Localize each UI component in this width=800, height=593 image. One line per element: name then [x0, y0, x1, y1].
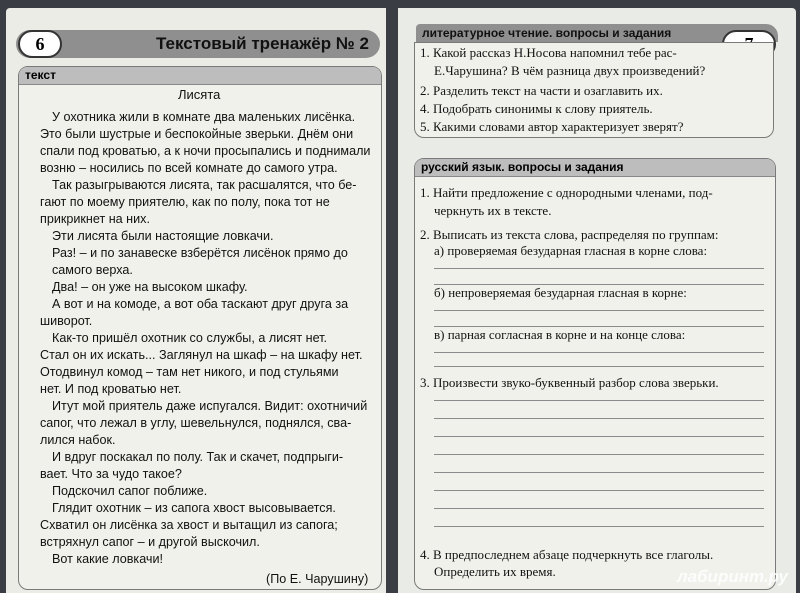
answer-line	[434, 366, 764, 367]
story-line: возню – носились по всей комнате до самого утра.	[40, 161, 338, 175]
story-line: Отодвинул комод – там нет никого, и под стульями	[40, 365, 339, 379]
task2-sub-b: б) непроверяемая безударная гласная в корне:	[434, 285, 687, 300]
lit-question: 4. Подобрать синонимы к слову приятель.	[420, 101, 653, 116]
task1-line1: 1. Найти предложение с однородными членами, под-	[420, 185, 713, 200]
answer-line	[434, 454, 764, 455]
story-line: Это были шустрые и беспокойные зверьки. Днём они	[40, 127, 354, 141]
story-line: Эти лисята были настоящие ловкачи.	[52, 229, 274, 243]
story-line: А вот и на комоде, а вот оба таскают друг друга за	[52, 297, 349, 311]
story-line: вает. Что за чудо такое?	[40, 467, 182, 481]
story-line: Вот какие ловкачи!	[52, 552, 164, 566]
task2-line1: 2. Выписать из текста слова, распределяя по группам:	[420, 227, 719, 242]
answer-line	[434, 526, 764, 527]
answer-line	[434, 490, 764, 491]
story-line: сапог, что лежал в углу, шевельнулся, поднялся, сва-	[40, 416, 352, 430]
lit-question: 5. Какими словами автор характеризует зверят?	[420, 119, 684, 134]
story-line: Как-то пришёл охотник со службы, а лисят нет.	[52, 331, 328, 345]
lit-section-title: литературное чтение. вопросы и задания	[422, 26, 672, 40]
story-line: нет. И под кроватью нет.	[40, 382, 182, 396]
lit-question: Е.Чарушина? В чём разница двух произведений?	[434, 63, 706, 78]
right-page	[398, 8, 796, 593]
story-line: спали под кроватью, а к ночи просыпались и поднимали	[40, 144, 371, 158]
watermark: лабиринт.ру	[677, 567, 788, 586]
answer-line	[434, 436, 764, 437]
story-line: гают по моему приятелю, как по полу, пока тот не	[40, 195, 330, 209]
story-line: лился набок.	[40, 433, 116, 447]
attribution: (По Е. Чарушину)	[266, 572, 369, 586]
story-line: Так разыгрываются лисята, так расшалятся, что бе-	[52, 178, 357, 192]
task1-line2: черкнуть их в тексте.	[434, 203, 552, 218]
answer-line	[434, 268, 764, 269]
left-page	[6, 8, 386, 593]
answer-line	[434, 400, 764, 401]
story-line: прикрикнет на них.	[40, 212, 150, 226]
section-label: текст	[19, 67, 381, 85]
task2-sub-a: а) проверяемая безударная гласная в корне слова:	[434, 243, 708, 258]
rus-section-title: русский язык. вопросы и задания	[415, 159, 775, 177]
answer-line	[434, 310, 764, 311]
answer-line	[434, 508, 764, 509]
left-header-title: Текстовый тренажёр № 2	[156, 34, 369, 53]
story-line: самого верха.	[52, 263, 133, 277]
left-page-number: 6	[18, 30, 62, 58]
lit-question: 2. Разделить текст на части и озаглавить их.	[420, 83, 663, 98]
story-line: Два! – он уже на высоком шкафу.	[52, 280, 248, 294]
answer-line	[434, 352, 764, 353]
story-line: Подскочил сапог поближе.	[52, 484, 208, 498]
story-line: шиворот.	[40, 314, 93, 328]
task4-line1: 4. В предпоследнем абзаце подчеркнуть все глаголы.	[420, 547, 714, 562]
task2-sub-c: в) парная согласная в корне и на конце слова:	[434, 327, 686, 342]
answer-line	[434, 472, 764, 473]
task3: 3. Произвести звуко-буквенный разбор слова зверьки.	[420, 375, 719, 390]
story-line: Итут мой приятель даже испугался. Видит: охотничий	[52, 399, 368, 413]
story-title: Лисята	[178, 87, 221, 102]
story-line: Глядит охотник – из сапога хвост высовывается.	[52, 501, 336, 515]
task4-line2: Определить их время.	[434, 564, 556, 579]
story-line: Схватил он лисёнка за хвост и вытащил из сапога;	[40, 518, 338, 532]
story-line: И вдруг поскакал по полу. Так и скачет, подпрыги-	[52, 450, 344, 464]
story-line: Раз! – и по занавеске взберётся лисёнок прямо до	[52, 246, 348, 260]
story-line: встряхнул сапог – и другой выскочил.	[40, 535, 260, 549]
lit-question: 1. Какой рассказ Н.Носова напомнил тебе рас-	[420, 45, 677, 60]
answer-line	[434, 418, 764, 419]
story-line: Стал он их искать... Заглянул на шкаф – на шкафу нет.	[40, 348, 363, 362]
story-line: У охотника жили в комнате два маленьких лисёнка.	[52, 110, 356, 124]
